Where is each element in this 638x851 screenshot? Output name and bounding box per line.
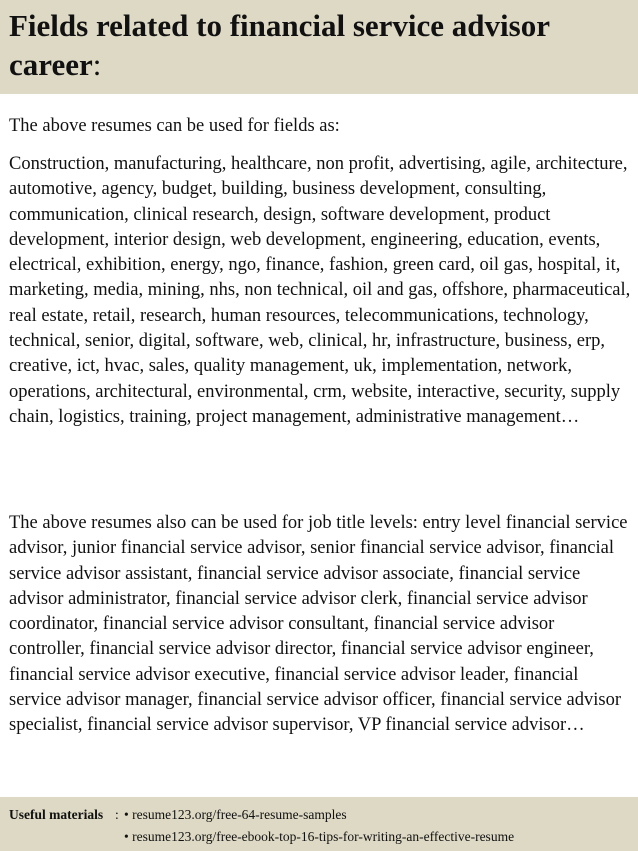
ebook-tips-link[interactable]: • resume123.org/free-ebook-top-16-tips-for-writing-an-effective-resume	[124, 829, 515, 844]
fields-list-text: Construction, manufacturing, healthcare, non profit, advertising, agile, architecture, automotive, agency, budget, building, business development, consulting, communication, clinical research, design, software development, product development, interior design, web development, engineering, education, events, electrical, exhibition, energy, ngo, finance, fashion, green card, oil gas, hospital, it, marketing, media, mining, nhs, non technical, oil and gas, offshore, pharmaceutical, real estate, retail, research, human resources, telecommunications, technology, technical, senior, digital, software, web, clinical, hr, infrastructure, business, erp, creative, ict, hvac, sales, quality management, uk, implementation, network, operations, architectural, environmental, crm, website, interactive, security, supply chain, logistics, training, project management, administrative management…	[9, 154, 631, 427]
resume-samples-link[interactable]: • resume123.org/free-64-resume-samples	[124, 807, 347, 822]
page-title-colon: :	[92, 47, 102, 82]
page-title-text: Fields related to financial service advisor career	[9, 8, 550, 82]
intro-text: The above resumes can be used for fields as:	[9, 116, 340, 136]
footer-band	[0, 797, 638, 851]
useful-materials-colon: :	[115, 807, 119, 822]
header-band	[0, 0, 638, 94]
useful-materials-label: Useful materials	[9, 807, 104, 822]
content-area	[0, 94, 638, 797]
job-levels-text: The above resumes also can be used for job title levels: entry level financial service advisor, junior financial service advisor, senior financial service advisor, financial service advisor assistant, financial service advisor associate, financial service advisor administrator, financial service advisor clerk, financial service advisor coordinator, financial service advisor consultant, financial service advisor controller, financial service advisor director, financial service advisor engineer, financial service advisor executive, financial service advisor leader, financial service advisor manager, financial service advisor officer, financial service advisor specialist, financial service advisor supervisor, VP financial service advisor…	[9, 513, 628, 736]
page-title	[9, 6, 629, 84]
